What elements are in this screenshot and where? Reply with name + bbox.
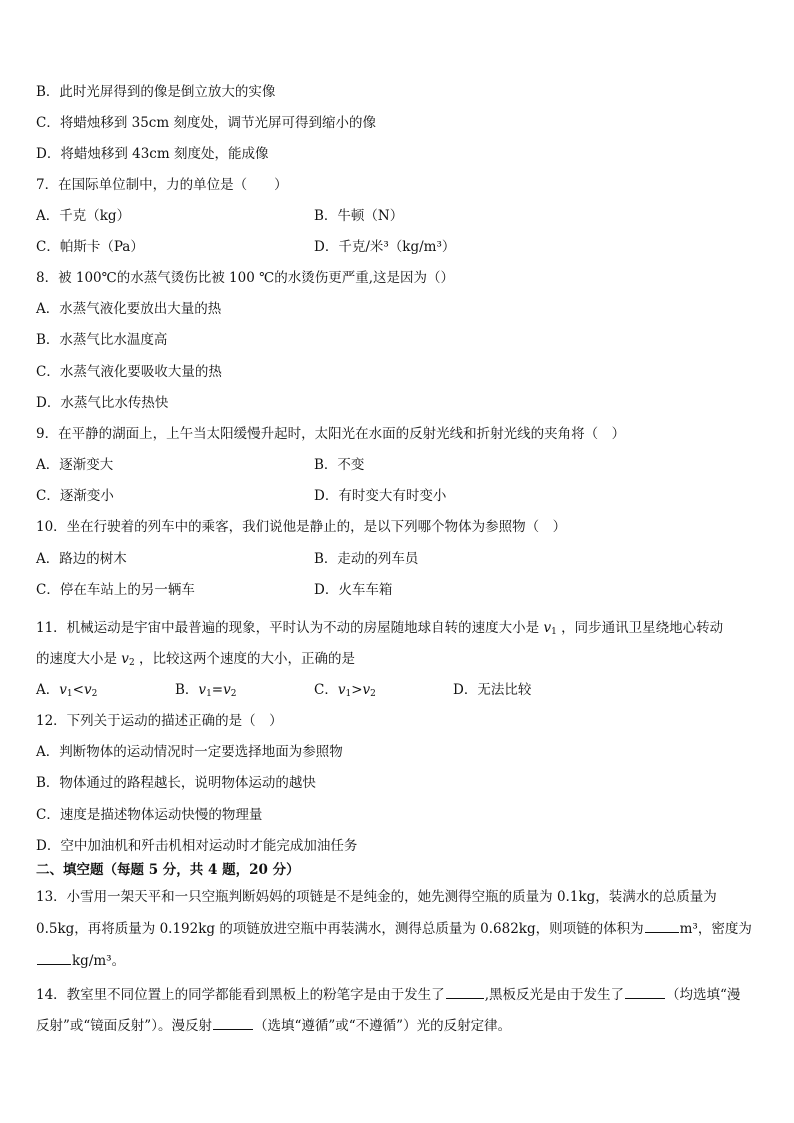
question-14-line1 bbox=[36, 984, 740, 1005]
answer-blank[interactable] bbox=[213, 1015, 253, 1030]
question-12-option-d: D．空中加油机和歼击机相对运动时才能完成加油任务 bbox=[36, 838, 358, 854]
question-10-option-b: B．走动的列车员 bbox=[314, 551, 419, 567]
question-13-line1: 13．小雪用一架天平和一只空瓶判断妈妈的项链是不是纯金的，她先测得空瓶的质量为 0.1kg，装满水的总质量为 bbox=[36, 889, 717, 905]
q11-v-symbol: v bbox=[362, 682, 371, 698]
q11-v-symbol: v bbox=[198, 682, 207, 698]
question-12-option-c: C．速度是描述物体运动快慢的物理量 bbox=[36, 807, 263, 823]
q11-subscript: 2 bbox=[91, 689, 98, 699]
q11-v-symbol: v bbox=[223, 682, 231, 698]
question-9-option-c: C．逐渐变小 bbox=[36, 488, 114, 504]
q11-subscript: 2 bbox=[370, 689, 376, 699]
q11-v-symbol: v bbox=[83, 682, 92, 698]
question-11-option-b bbox=[175, 680, 236, 704]
question-13-line2 bbox=[36, 918, 752, 939]
question-12-option-b: B．物体通过的路程越长，说明物体运动的越快 bbox=[36, 775, 316, 791]
q11-subscript: 1 bbox=[345, 689, 352, 699]
question-8-option-d: D．水蒸气比水传热快 bbox=[36, 395, 169, 411]
question-11-option-c bbox=[314, 680, 376, 704]
question-7-option-a: A．千克（kg） bbox=[36, 208, 131, 224]
q11-subscript: 2 bbox=[230, 689, 237, 699]
question-11-stem-line1 bbox=[36, 618, 723, 642]
option-b-prev: B．此时光屏得到的像是倒立放大的实像 bbox=[36, 84, 276, 100]
q11-text: ，比较这两个速度的大小，正确的是 bbox=[138, 651, 355, 667]
question-8-option-a: A．水蒸气液化要放出大量的热 bbox=[36, 301, 222, 317]
question-8-stem: 8．被 100℃的水蒸气烫伤比被 100 ℃的水烫伤更严重,这是因为（） bbox=[36, 270, 454, 286]
q11-subscript: 2 bbox=[128, 658, 135, 668]
question-8-option-c: C．水蒸气液化要吸收大量的热 bbox=[36, 364, 222, 380]
answer-blank[interactable] bbox=[625, 984, 665, 999]
question-7-option-c: C．帕斯卡（Pa） bbox=[36, 239, 144, 255]
q14-text: 反射”或“镜面反射”）。漫反射 bbox=[36, 1018, 212, 1034]
q11-v-symbol: v bbox=[59, 682, 67, 698]
q11-text: 的速度大小是 bbox=[36, 651, 117, 667]
question-14-line2 bbox=[36, 1015, 511, 1036]
q14-text: （均选填“漫 bbox=[665, 987, 741, 1003]
option-label: A． bbox=[36, 682, 60, 698]
q11-subscript: 1 bbox=[66, 689, 73, 699]
question-12-option-a: A．判断物体的运动情况时一定要选择地面为参照物 bbox=[36, 744, 343, 760]
question-9-option-d: D．有时变大有时变小 bbox=[314, 488, 447, 504]
answer-blank[interactable] bbox=[37, 950, 71, 965]
q13-text: 0.5kg，再将质量为 0.192kg 的项链放进空瓶中再装满水，测得总质量为 0.682kg，则项链的体积为 bbox=[36, 921, 644, 937]
q11-text: ，同步通讯卫星绕地心转动 bbox=[561, 620, 724, 636]
question-11-stem-line2 bbox=[36, 649, 355, 673]
question-11-option-a bbox=[36, 680, 97, 704]
q13-text: m³，密度为 bbox=[679, 921, 752, 937]
option-label: C． bbox=[314, 682, 338, 698]
question-10-option-d: D．火车车箱 bbox=[314, 582, 393, 598]
q11-subscript: 1 bbox=[551, 627, 557, 637]
question-9-option-a: A．逐渐变大 bbox=[36, 457, 114, 473]
q11-v-symbol: v bbox=[543, 620, 552, 636]
question-9-option-b: B．不变 bbox=[314, 457, 365, 473]
q11-v-symbol: v bbox=[337, 682, 346, 698]
question-11-option-d: D．无法比较 bbox=[453, 682, 532, 698]
question-8-option-b: B．水蒸气比水温度高 bbox=[36, 332, 168, 348]
answer-blank[interactable] bbox=[645, 918, 679, 933]
q11-text: 11．机械运动是宇宙中最普遍的现象，平时认为不动的房屋随地球自转的速度大小是 bbox=[36, 620, 540, 636]
q11-subscript: 1 bbox=[206, 689, 212, 699]
option-d-prev: D．将蜡烛移到 43cm 刻度处，能成像 bbox=[36, 146, 269, 162]
question-7-option-d: D．千克/米³（kg/m³） bbox=[314, 239, 456, 255]
question-12-stem: 12．下列关于运动的描述正确的是（ ） bbox=[36, 713, 283, 729]
question-9-stem: 9．在平静的湖面上，上午当太阳缓慢升起时，太阳光在水面的反射光线和折射光线的夹角将（ ） bbox=[36, 426, 626, 442]
q11-operator: = bbox=[211, 682, 224, 698]
q14-text: ,黑板反光是由于发生了 bbox=[484, 987, 624, 1003]
answer-blank[interactable] bbox=[446, 984, 484, 999]
q13-text: kg/m³。 bbox=[72, 953, 126, 969]
q14-text: 14．教室里不同位置上的同学都能看到黑板上的粉笔字是由于发生了 bbox=[36, 987, 445, 1003]
option-c-prev: C．将蜡烛移到 35cm 刻度处，调节光屏可得到缩小的像 bbox=[36, 115, 376, 131]
q11-operator: < bbox=[72, 682, 84, 698]
option-label: B． bbox=[175, 682, 199, 698]
section-heading-fill-in: 二、填空题（每题 5 分，共 4 题，20 分） bbox=[36, 862, 300, 878]
question-10-stem: 10．坐在行驶着的列车中的乘客，我们说他是静止的，是以下列哪个物体为参照物（ ） bbox=[36, 519, 567, 535]
question-10-option-c: C．停在车站上的另一辆车 bbox=[36, 582, 195, 598]
q11-v-symbol: v bbox=[121, 651, 129, 667]
question-13-line3 bbox=[36, 950, 125, 971]
question-7-stem: 7．在国际单位制中，力的单位是（ ） bbox=[36, 177, 288, 193]
question-10-option-a: A．路边的树木 bbox=[36, 551, 127, 567]
question-7-option-b: B．牛顿（N） bbox=[314, 208, 404, 224]
q11-operator: > bbox=[351, 682, 363, 698]
q14-text: （选填“遵循”或“不遵循”）光的反射定律。 bbox=[253, 1018, 512, 1034]
